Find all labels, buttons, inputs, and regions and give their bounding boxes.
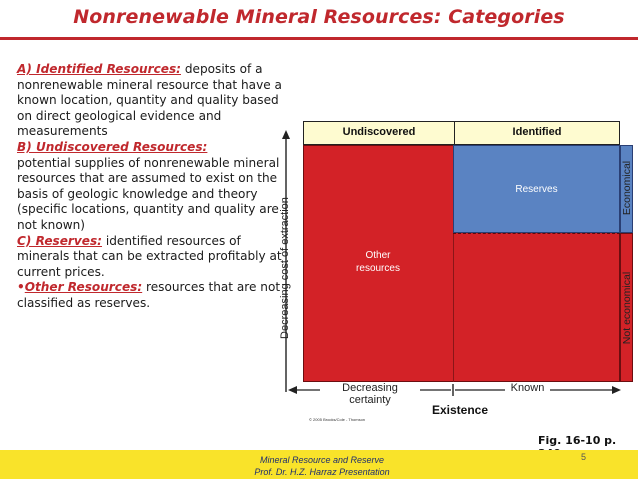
x-axis-right-label: Known — [510, 382, 545, 394]
y-axis-label: Decreasing cost of extraction — [279, 197, 291, 339]
definitions-text — [17, 62, 292, 312]
economical-label: Economical — [621, 160, 633, 216]
identified-resources-text: deposits of a nonrenewable mineral resource that have a known location, quantity and quality based on direct geological evidence and measurements — [17, 62, 282, 139]
undiscovered-resources-text: potential supplies of nonrenewable mineral resources that are assumed to exist on the basis of geologic knowledge and theory (specific locations, quantity and quality are not known) — [17, 155, 280, 232]
x-axis-title: Existence — [431, 403, 489, 417]
other-resources-heading: Other Resources: — [24, 280, 143, 295]
page-number: 5 — [581, 452, 587, 462]
identified-resources-heading: A) Identified Resources: — [17, 62, 181, 76]
diagram-header — [303, 121, 620, 145]
figure-reference: Fig. 16-10 p. — [538, 434, 617, 447]
reserves-label: Reserves — [515, 184, 558, 195]
reserves-heading: C) Reserves: — [17, 233, 103, 248]
resource-diagram — [303, 121, 633, 401]
definition-other — [17, 280, 292, 311]
bullet-icon: • — [17, 280, 25, 295]
other-resources-text: resources that are not classified as reserves. — [17, 280, 281, 310]
footer-line-1: Mineral Resource and Reserve — [259, 455, 385, 465]
economic-dash-line — [453, 233, 620, 234]
slide-title: Nonrenewable Mineral Resources: Categories — [73, 6, 565, 28]
undiscovered-resources-heading: B) Undiscovered Resources: — [17, 139, 208, 154]
definition-a — [17, 62, 292, 140]
copyright-credit: © 2005 Brooks/Cole - Thomson — [309, 417, 366, 422]
x-axis-left-label: Decreasing certainty — [342, 382, 398, 406]
reserves-text: identified resources of minerals that can be extracted profitably at current prices. — [17, 233, 282, 279]
other-resources-label-1: Other — [365, 250, 391, 261]
header-identified: Identified — [512, 126, 562, 138]
definition-c — [17, 234, 292, 281]
header-undiscovered: Undiscovered — [342, 126, 416, 138]
title-rule — [0, 37, 638, 40]
identified-divider — [453, 233, 454, 382]
footer-line-2: Prof. Dr. H.Z. Harraz Presentation — [254, 467, 390, 477]
definition-b — [17, 140, 292, 234]
other-resources-label-2: resources — [356, 263, 400, 274]
not-economical-label: Not economical — [621, 271, 633, 345]
